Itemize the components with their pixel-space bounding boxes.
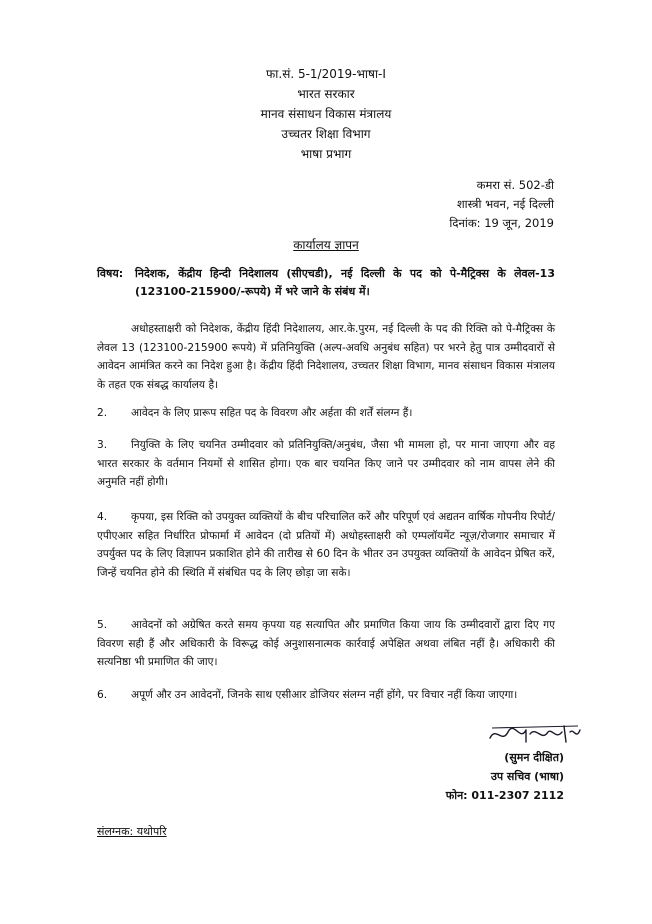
paragraph-5 [97, 616, 555, 672]
paragraph-number: 2. [97, 407, 108, 419]
letter-header [0, 64, 652, 164]
subject-block [97, 265, 555, 301]
paragraph-text: आवेदनों को अग्रेषित करते समय कृपया यह सत्यापित और प्रमाणित किया जाय कि उम्मीदवारों द्वारा दिए गए विवरण सही हैं और अधिकारी के विरूद्ध कोई अनुशासनात्मक कार्रवाई अपेक्षित अथवा लंबित नहीं है। अधिकारी की सत्यनिष्ठा भी प्रमाणित की जाए। [97, 619, 555, 668]
room-number: कमरा सं. 502-डी [476, 178, 554, 192]
signatory-phone: फोन: 011-2307 2112 [445, 789, 564, 802]
signatory-block [446, 748, 564, 805]
paragraph-2 [97, 404, 555, 423]
paragraph-text: अधोहस्ताक्षरी को निदेशक, केंद्रीय हिंदी निदेशालय, आर.के.पुरम, नई दिल्ली के पद की रिक्ति को पे-मैट्रिक्स के लेवल 13 (123100-215900 रूपये) में प्रतिनियुक्ति (अल्प-अवधि अनुबंध सहित) पर भरने हेतु पात्र उम्मीदवारों से आवेदन आमंत्रित करने का निदेश हुआ है। केंद्रीय हिंदी निदेशालय, उच्चतर शिक्षा विभाग, मानव संसाधन विकास मंत्रालय के तहत एक संबद्ध कार्यालय है। [97, 323, 555, 391]
paragraph-3 [97, 436, 555, 492]
paragraph-text: कृपया, इस रिक्ति को उपयुक्त व्यक्तियों के बीच परिचालित करें और परिपूर्ण एवं अद्यतन वार्षिक गोपनीय रिपोर्ट/एपीएआर सहित निर्धारित प्रोफार्मा में आवेदन (दो प्रतियों में) अधोहस्ताक्षरी को एम्पलॉयमेंट न्यूज़/रोजगार समाचार में उपर्युक्त पद के लिए विज्ञापन प्रकाशित होने की तारीख से 60 दिन के भीतर उन उपयुक्त व्यक्तियों के आवेदन प्रेषित करें, जिन्हें चयनित होने की स्थिति में संबंधित पद के लिए छोड़ा जा सके। [97, 511, 555, 579]
subject-text: निदेशक, केंद्रीय हिन्दी निदेशालय (सीएचडी), नई दिल्ली के पद को पे-मैट्रिक्स के लेवल-13 (123100-215900/-रूपये) में भरे जाने के संबंध में। [135, 267, 555, 298]
paragraph-6 [97, 686, 555, 705]
paragraph-text: आवेदन के लिए प्रारूप सहित पद के विवरण और अर्हता की शर्तें संलग्न हैं। [131, 407, 413, 419]
memo-title [0, 236, 652, 253]
paragraph-number: 6. [97, 689, 108, 701]
enclosure-note: संलग्नक: यथोपरि [97, 825, 167, 838]
subject-label: विषय: [97, 267, 124, 280]
signatory-designation: उप सचिव (भाषा) [490, 770, 564, 783]
ministry-name: मानव संसाधन विकास मंत्रालय [260, 107, 392, 121]
paragraph-1 [97, 320, 555, 394]
file-number: फा.सं. 5-1/2019-भाषा-I [266, 67, 386, 81]
paragraph-text: नियुक्ति के लिए चयनित उम्मीदवार को प्रतिनियुक्ति/अनुबंध, जैसा भी मामला हो, पर माना जाएगा और वह भारत सरकार के वर्तमान नियमों से शासित होगा। एक बार चयनित किए जाने पर उम्मीदवार को नाम वापस लेने की अनुमति नहीं होगी। [97, 439, 555, 488]
paragraph-4 [97, 508, 555, 582]
signatory-name: (सुमन दीक्षित) [504, 751, 564, 764]
paragraph-number: 3. [97, 439, 108, 451]
building-address: शास्त्री भवन, नई दिल्ली [456, 197, 554, 211]
memo-title-text: कार्यालय ज्ञापन [293, 238, 359, 252]
department-name: उच्चतर शिक्षा विभाग [281, 127, 371, 141]
government-name: भारत सरकार [297, 87, 355, 101]
address-block [449, 176, 554, 233]
paragraph-text: अपूर्ण और उन आवेदनों, जिनके साथ एसीआर डोजियर संलग्न नहीं होंगे, पर विचार नहीं किया जाएगा। [131, 689, 518, 701]
paragraph-number: 5. [97, 619, 108, 631]
section-name: भाषा प्रभाग [300, 147, 352, 161]
letter-date: दिनांक: 19 जून, 2019 [449, 216, 554, 230]
paragraph-number: 4. [97, 511, 108, 523]
